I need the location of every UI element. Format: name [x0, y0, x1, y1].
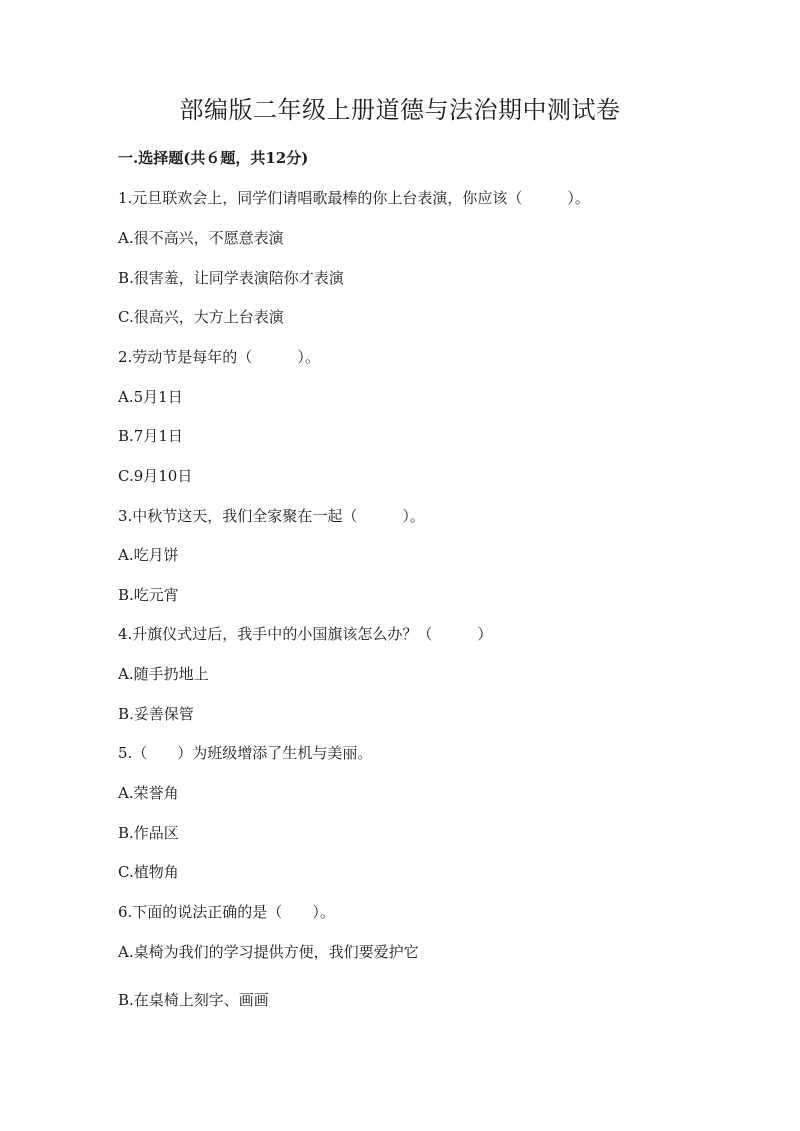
question-3-stem: 3.中秋节这天，我们全家聚在一起（ ）。	[118, 507, 425, 525]
question-4-option-a: A.随手扔地上	[118, 665, 209, 683]
question-2-option-c: C.9月10日	[118, 467, 193, 485]
question-2-stem: 2.劳动节是每年的（ ）。	[118, 348, 320, 366]
question-1-option-a: A.很不高兴，不愿意表演	[118, 229, 284, 247]
question-2-option-b: B.7月1日	[118, 427, 183, 445]
question-6-option-b: B.在桌椅上刻字、画画	[118, 991, 269, 1009]
question-3-option-b: B.吃元宵	[118, 586, 179, 604]
question-1-option-b: B.很害羞，让同学表演陪你才表演	[118, 269, 344, 287]
question-5-option-a: A.荣誉角	[118, 784, 179, 802]
question-4-stem: 4.升旗仪式过后，我手中的小国旗该怎么办？（ ）	[118, 625, 493, 643]
question-1-option-c: C.很高兴，大方上台表演	[118, 308, 284, 326]
question-2-option-a: A.5月1日	[118, 388, 183, 406]
question-3-option-a: A.吃月饼	[118, 546, 179, 564]
question-5-stem: 5.（ ）为班级增添了生机与美丽。	[118, 744, 373, 762]
question-6-stem: 6.下面的说法正确的是（ ）。	[118, 903, 335, 921]
page-title: 部编版二年级上册道德与法治期中测试卷	[179, 96, 621, 124]
question-1-stem: 1.元旦联欢会上，同学们请唱歌最棒的你上台表演，你应该（ ）。	[118, 189, 590, 207]
question-5-option-c: C.植物角	[118, 863, 179, 881]
question-4-option-b: B.妥善保管	[118, 705, 194, 723]
question-6-option-a: A.桌椅为我们的学习提供方便，我们要爱护它	[118, 943, 419, 961]
section-heading: 一.选择题(共６题，共12分)	[118, 149, 309, 167]
question-5-option-b: B.作品区	[118, 824, 179, 842]
